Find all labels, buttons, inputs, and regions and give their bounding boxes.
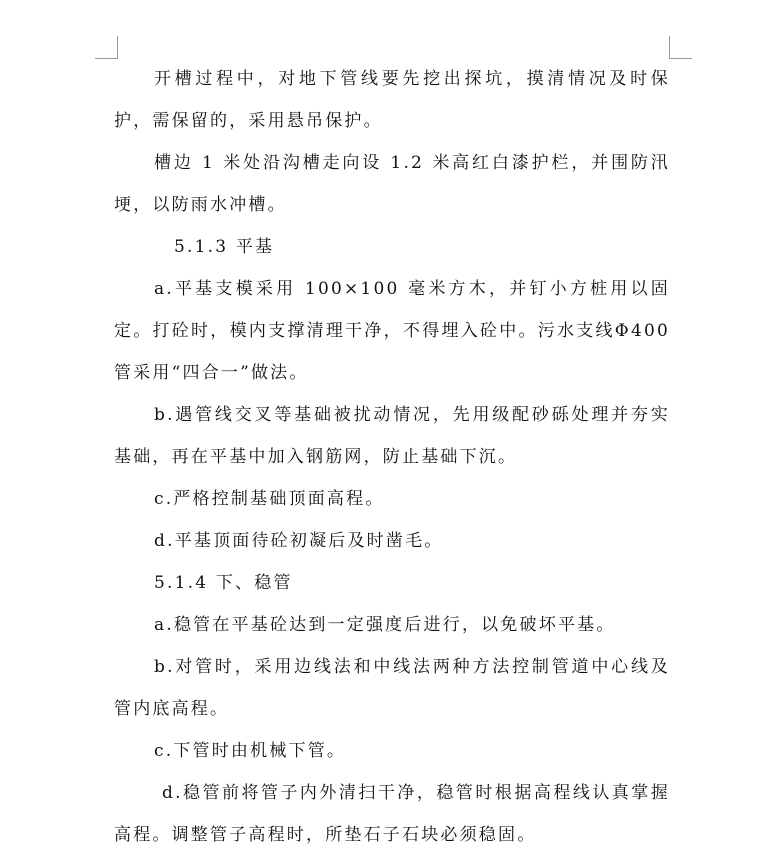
- section-heading-5-1-4: 5.1.4 下、稳管: [154, 573, 293, 593]
- top-left-crop-mark: [95, 36, 118, 59]
- top-right-crop-mark: [669, 36, 692, 59]
- document-body[interactable]: [114, 58, 670, 856]
- paragraph-roughening: d.平基顶面待砼初凝后及时凿毛。: [154, 531, 444, 551]
- section-heading-5-1-3: 5.1.3 平基: [174, 237, 275, 257]
- paragraph-pipeline-crossing: b.遇管线交叉等基础被扰动情况，先用级配砂砾处理并夯实基础，再在平基中加入钢筋网，防止基础下沉。: [114, 405, 670, 467]
- paragraph-formwork: a.平基支模采用 100×100 毫米方木，并钉小方桩用以固定。打砼时，模内支撑清理干净，不得埋入砼中。污水支线Φ400 管采用“四合一”做法。: [114, 279, 670, 383]
- paragraph-trench-pipeline-protection: 开槽过程中，对地下管线要先挖出探坑，摸清情况及时保护，需保留的，采用悬吊保护。: [114, 69, 670, 131]
- paragraph-pipe-laying-timing: a.稳管在平基砼达到一定强度后进行，以免破坏平基。: [154, 615, 616, 635]
- paragraph-pipe-cleaning: d.稳管前将管子内外清扫干净，稳管时根据高程线认真掌握高程。调整管子高程时，所垫石子石块必须稳固。: [114, 783, 670, 845]
- paragraph-mechanical-lowering: c.下管时由机械下管。: [154, 741, 347, 761]
- paragraph-guardrail: 槽边 1 米处沿沟槽走向设 1.2 米高红白漆护栏，并围防汛埂，以防雨水冲槽。: [114, 153, 670, 215]
- paragraph-elevation-control: c.严格控制基础顶面高程。: [154, 489, 385, 509]
- paragraph-pipe-alignment: b.对管时，采用边线法和中线法两种方法控制管道中心线及管内底高程。: [114, 657, 670, 719]
